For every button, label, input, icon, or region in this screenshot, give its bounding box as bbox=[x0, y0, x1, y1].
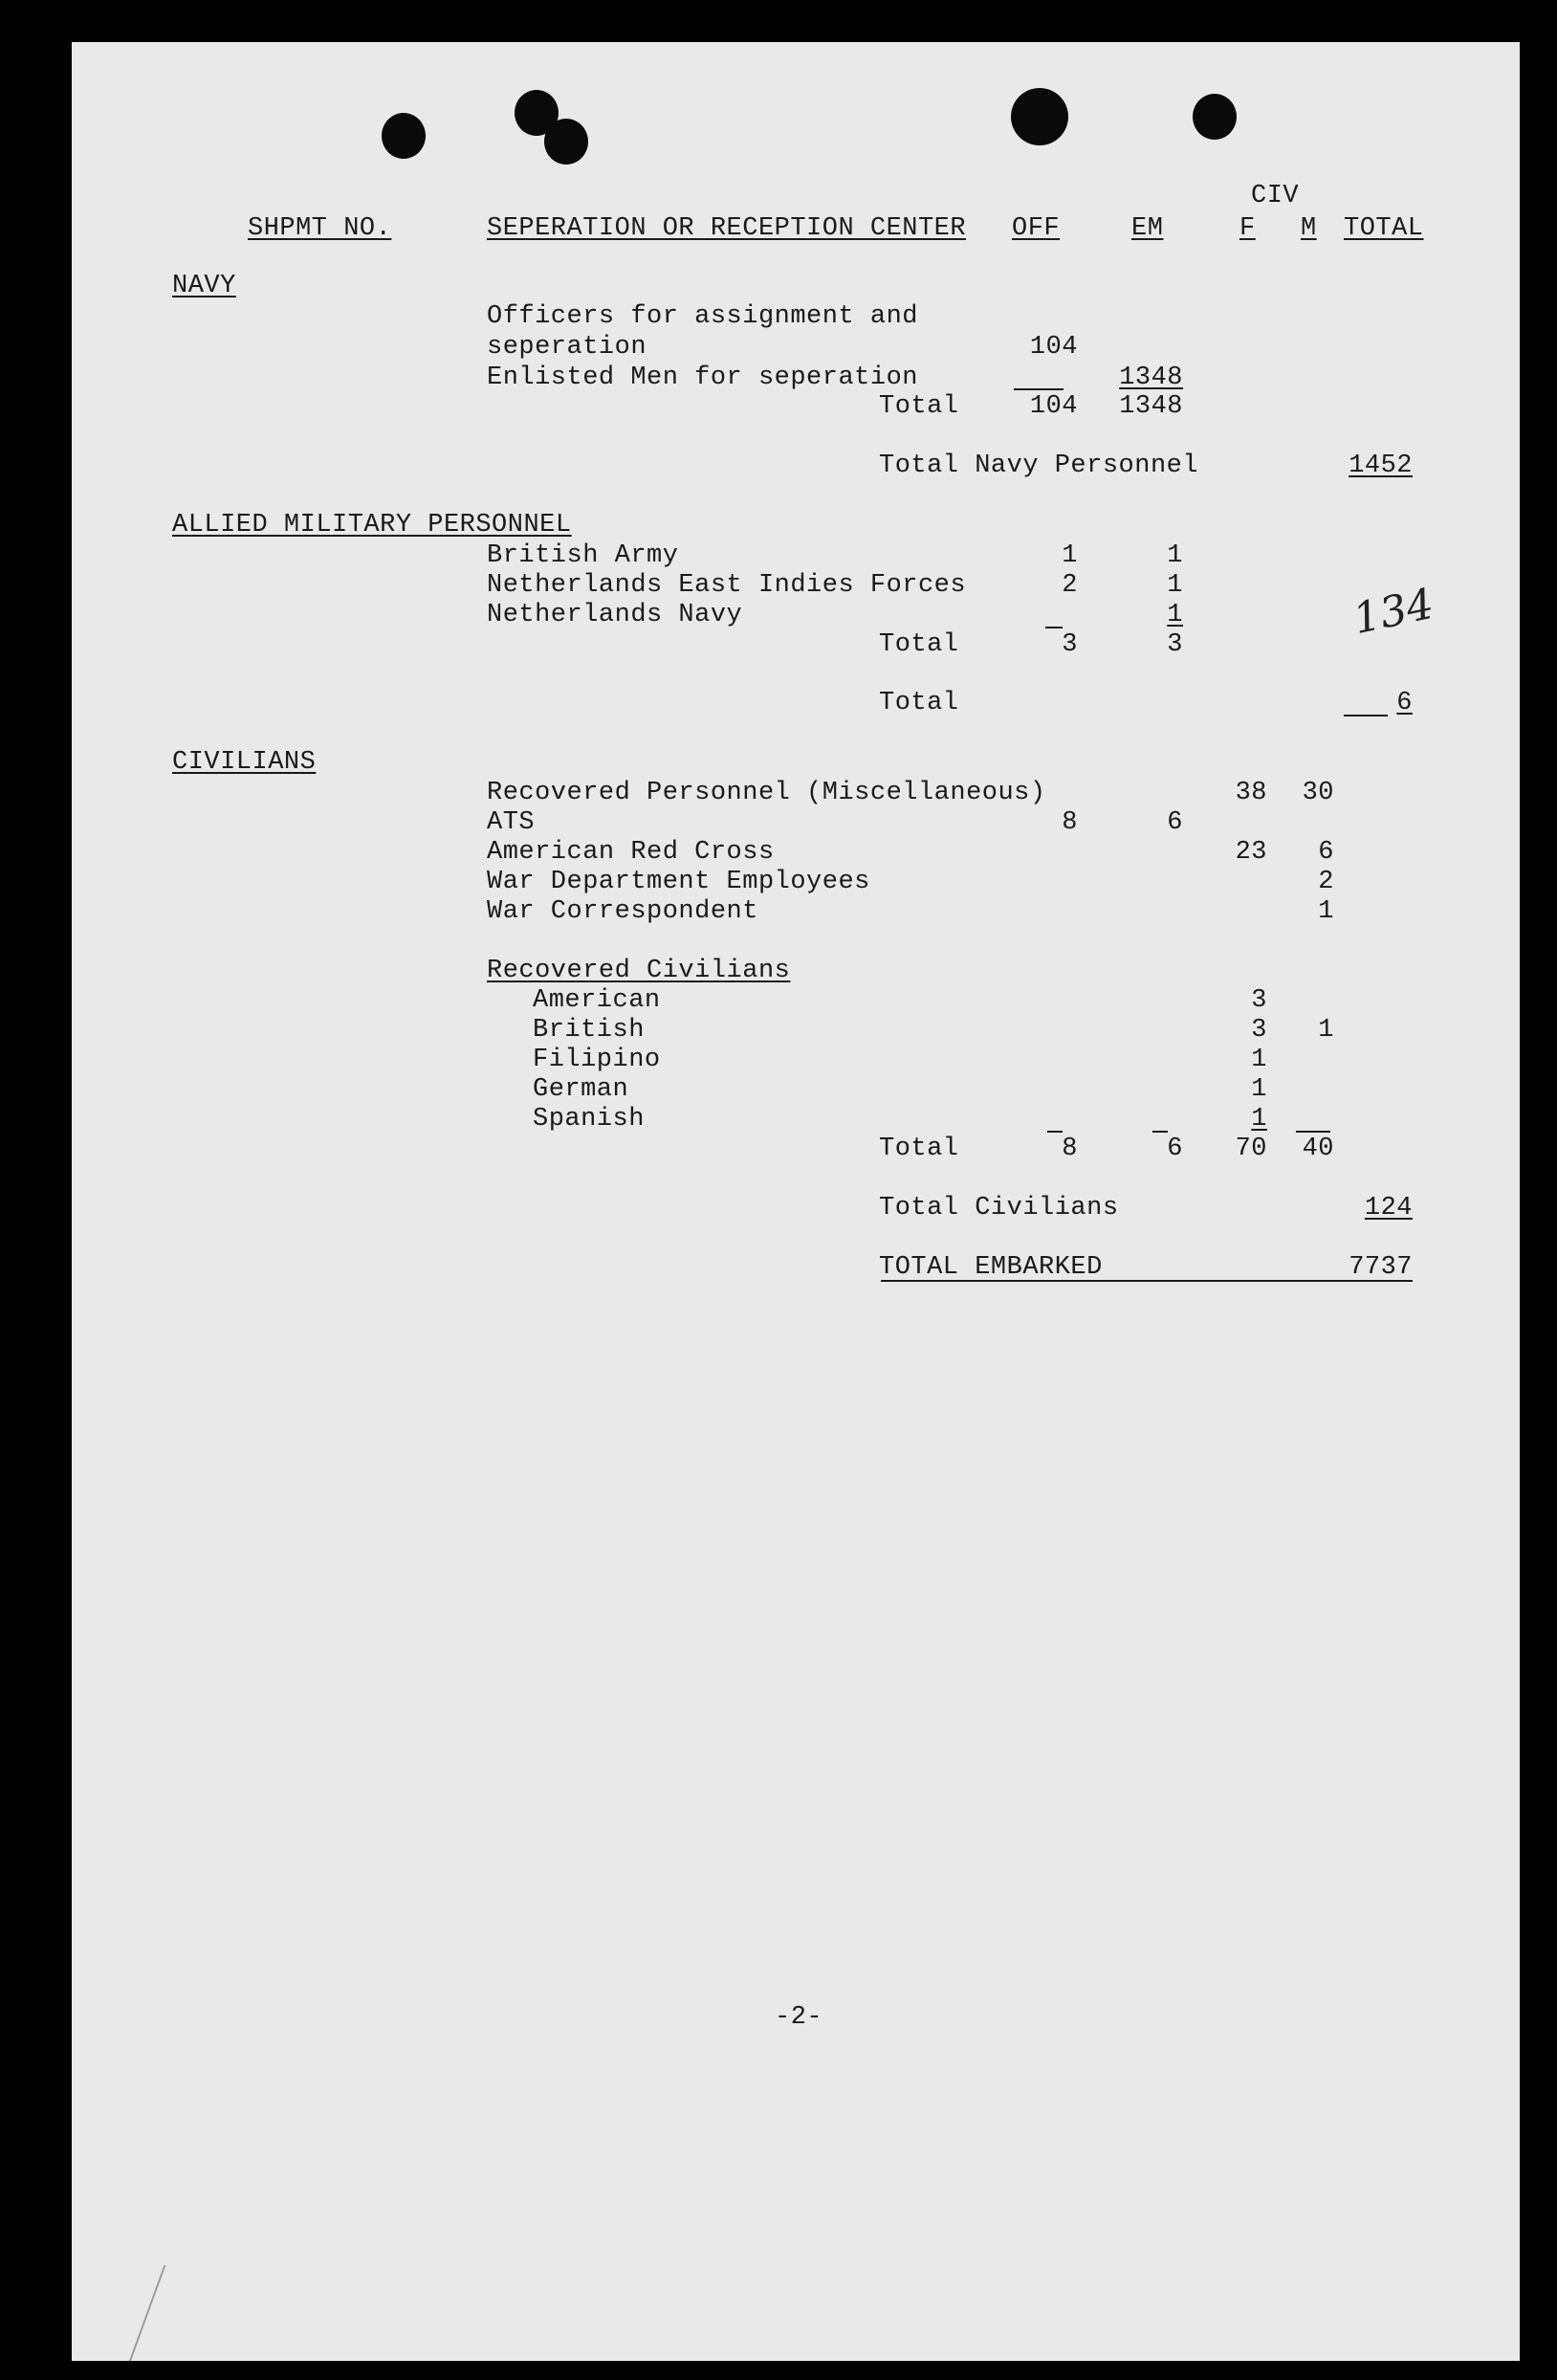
recovered-f: 1 bbox=[1251, 1105, 1267, 1134]
header-civ: CIV bbox=[1251, 182, 1300, 210]
civ-total-off: 8 bbox=[1062, 1135, 1078, 1163]
navy-line3: Enlisted Men for seperation bbox=[487, 364, 918, 392]
civ-row-m: 1 bbox=[1318, 897, 1334, 926]
section-allied: ALLIED MILITARY PERSONNEL bbox=[172, 511, 572, 540]
navy-total-label: Total bbox=[879, 392, 959, 421]
civ-grand-total: 124 bbox=[1364, 1194, 1413, 1223]
header-shipment: SHPMT NO. bbox=[248, 214, 392, 243]
civ-grand-label: Total Civilians bbox=[879, 1194, 1119, 1223]
punch-hole bbox=[1193, 94, 1237, 140]
navy-personnel-label: Total Navy Personnel bbox=[879, 452, 1199, 480]
allied-row-em: 1 bbox=[1167, 601, 1183, 629]
sum-rule bbox=[1014, 388, 1064, 390]
document-page bbox=[72, 42, 1520, 2361]
recovered-name: British bbox=[533, 1016, 645, 1045]
civ-row-name: ATS bbox=[487, 808, 536, 837]
allied-grand-total: 6 bbox=[1396, 689, 1413, 717]
navy-line2: seperation bbox=[487, 333, 647, 362]
embarked-total: 7737 bbox=[1349, 1253, 1413, 1282]
navy-em-value: 1348 bbox=[1119, 364, 1183, 392]
civ-row-name: American Red Cross bbox=[487, 838, 775, 867]
punch-hole bbox=[1011, 88, 1068, 145]
allied-row-name: British Army bbox=[487, 541, 679, 570]
header-center: SEPERATION OR RECEPTION CENTER bbox=[487, 214, 967, 243]
civ-total-em: 6 bbox=[1167, 1135, 1183, 1163]
navy-line1: Officers for assignment and bbox=[487, 302, 918, 331]
civ-row-name: Recovered Personnel (Miscellaneous) bbox=[487, 779, 1046, 807]
recovered-f: 1 bbox=[1251, 1075, 1267, 1104]
sum-rule bbox=[1296, 1131, 1330, 1133]
civ-row-f: 38 bbox=[1235, 779, 1267, 807]
punch-hole bbox=[544, 119, 588, 165]
allied-row-em: 1 bbox=[1167, 541, 1183, 570]
header-em: EM bbox=[1131, 214, 1164, 243]
civ-row-m: 2 bbox=[1318, 868, 1334, 896]
civ-row-off: 8 bbox=[1062, 808, 1078, 837]
navy-total-off: 104 bbox=[1029, 392, 1078, 421]
allied-row-name: Netherlands Navy bbox=[487, 601, 743, 629]
punch-hole bbox=[382, 113, 426, 159]
recovered-heading: Recovered Civilians bbox=[487, 957, 791, 985]
sum-rule bbox=[1152, 1131, 1168, 1133]
allied-total-label: Total bbox=[879, 630, 959, 659]
allied-row-off: 2 bbox=[1062, 571, 1078, 600]
civ-row-em: 6 bbox=[1167, 808, 1183, 837]
allied-row-em: 1 bbox=[1167, 571, 1183, 600]
allied-row-off: 1 bbox=[1062, 541, 1078, 570]
navy-off-value: 104 bbox=[1029, 333, 1078, 362]
recovered-name: Filipino bbox=[533, 1046, 661, 1074]
header-total: TOTAL bbox=[1344, 214, 1424, 243]
civ-total-f: 70 bbox=[1235, 1135, 1267, 1163]
recovered-f: 3 bbox=[1251, 986, 1267, 1015]
allied-row-name: Netherlands East Indies Forces bbox=[487, 571, 967, 600]
civ-row-name: War Correspondent bbox=[487, 897, 758, 926]
recovered-f: 1 bbox=[1251, 1046, 1267, 1074]
recovered-name: American bbox=[533, 986, 661, 1015]
header-civ-m: M bbox=[1301, 214, 1317, 243]
handwritten-note: 134 bbox=[1349, 579, 1438, 645]
page-number: -2- bbox=[775, 2003, 823, 2032]
header-off: OFF bbox=[1012, 214, 1061, 243]
civ-row-f: 23 bbox=[1235, 838, 1267, 867]
page-fold bbox=[72, 2265, 165, 2361]
allied-total-off: 3 bbox=[1062, 630, 1078, 659]
recovered-name: German bbox=[533, 1075, 629, 1104]
civ-row-m: 6 bbox=[1318, 838, 1334, 867]
section-civilians: CIVILIANS bbox=[172, 748, 317, 777]
embarked-label: TOTAL EMBARKED bbox=[879, 1253, 1103, 1282]
recovered-m: 1 bbox=[1318, 1016, 1334, 1045]
civ-row-m: 30 bbox=[1302, 779, 1334, 807]
allied-total-em: 3 bbox=[1167, 630, 1183, 659]
recovered-f: 3 bbox=[1251, 1016, 1267, 1045]
sum-rule bbox=[1047, 1131, 1063, 1133]
allied-grand-label: Total bbox=[879, 689, 959, 717]
navy-personnel-total: 1452 bbox=[1349, 452, 1413, 480]
header-civ-f: F bbox=[1239, 214, 1256, 243]
section-navy: NAVY bbox=[172, 272, 236, 300]
civ-total-m: 40 bbox=[1302, 1135, 1334, 1163]
sum-rule bbox=[1045, 627, 1063, 628]
civ-row-name: War Department Employees bbox=[487, 868, 870, 896]
navy-total-em: 1348 bbox=[1119, 392, 1183, 421]
recovered-name: Spanish bbox=[533, 1105, 645, 1134]
civ-total-label: Total bbox=[879, 1135, 959, 1163]
